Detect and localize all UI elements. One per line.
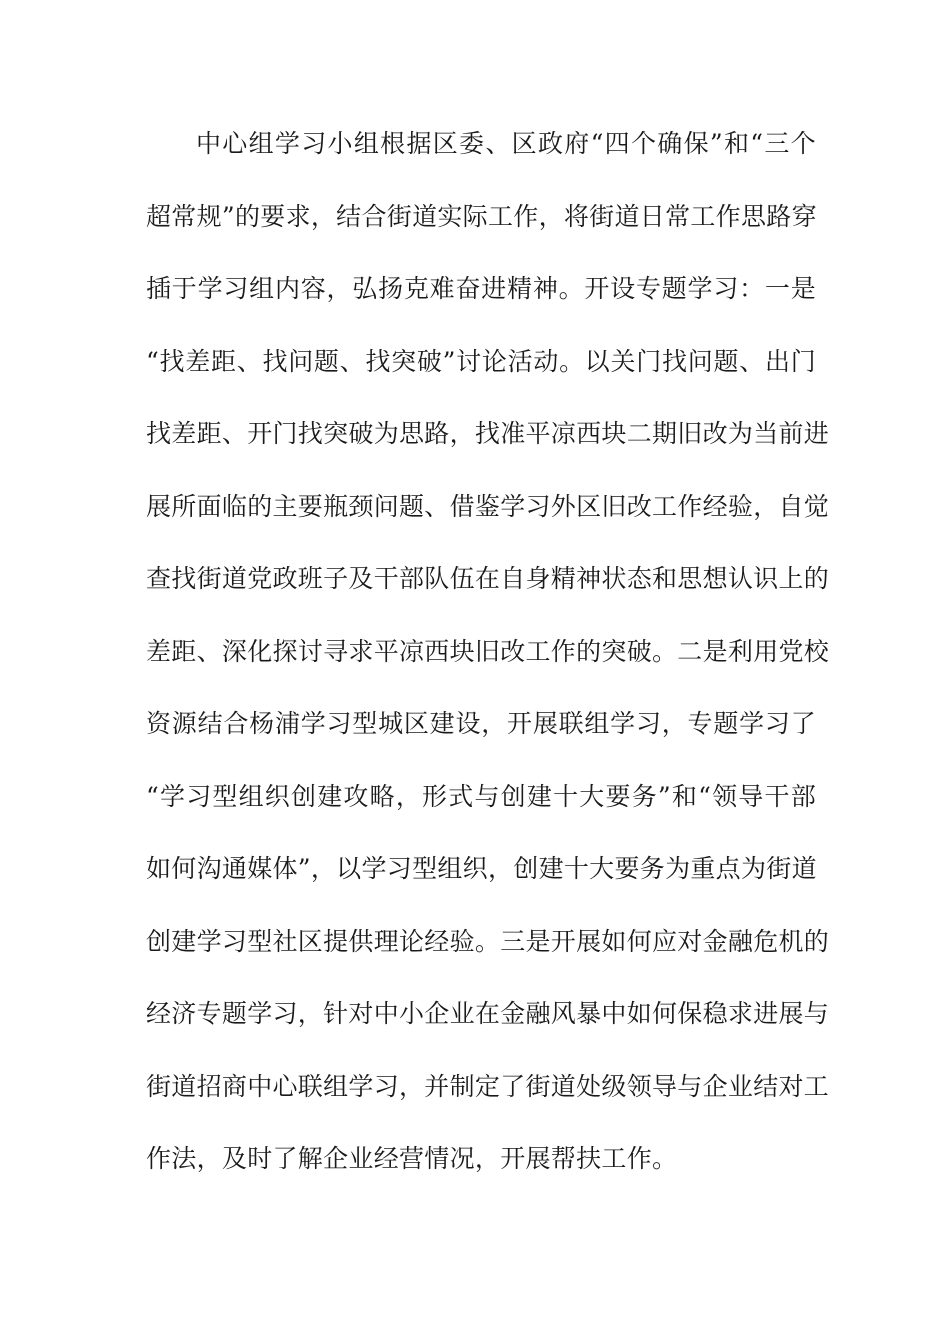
paragraph-line: 如何沟通媒体”，以学习型组织，创建十大要务为重点为街道 — [146, 854, 817, 883]
paragraph-line: 创建学习型社区提供理论经验。三是开展如何应对金融危机的 — [146, 926, 830, 956]
paragraph-line: 超常规”的要求，结合街道实际工作，将街道日常工作思路穿 — [146, 201, 817, 231]
paragraph-line: 找差距、开门找突破为思路，找准平凉西块二期旧改为当前进 — [146, 419, 830, 448]
paragraph-line: “找差距、找问题、找突破”讨论活动。以关门找问题、出门 — [146, 346, 816, 376]
paragraph-line: 作法，及时了解企业经营情况，开展帮扶工作。 — [146, 1144, 678, 1173]
paragraph-line: 中心组学习小组根据区委、区政府“四个确保”和“三个 — [196, 129, 816, 158]
paragraph-line: “学习型组织创建攻略，形式与创建十大要务”和“领导干部 — [146, 781, 816, 811]
paragraph-line: 街道招商中心联组学习，并制定了街道处级领导与企业结对工 — [146, 1071, 830, 1101]
paragraph-line: 差距、深化探讨寻求平凉西块旧改工作的突破。二是利用党校 — [146, 636, 830, 666]
paragraph-line: 展所面临的主要瓶颈问题、借鉴学习外区旧改工作经验，自觉 — [146, 491, 830, 521]
paragraph-line: 经济专题学习，针对中小企业在金融风暴中如何保稳求进展与 — [146, 999, 830, 1028]
paragraph-line: 插于学习组内容，弘扬克难奋进精神。开设专题学习：一是 — [146, 274, 816, 303]
paragraph-line: 资源结合杨浦学习型城区建设，开展联组学习，专题学习了 — [146, 709, 816, 738]
paragraph-line: 查找街道党政班子及干部队伍在自身精神状态和思想认识上的 — [146, 564, 830, 593]
body-paragraph — [146, 129, 830, 1219]
